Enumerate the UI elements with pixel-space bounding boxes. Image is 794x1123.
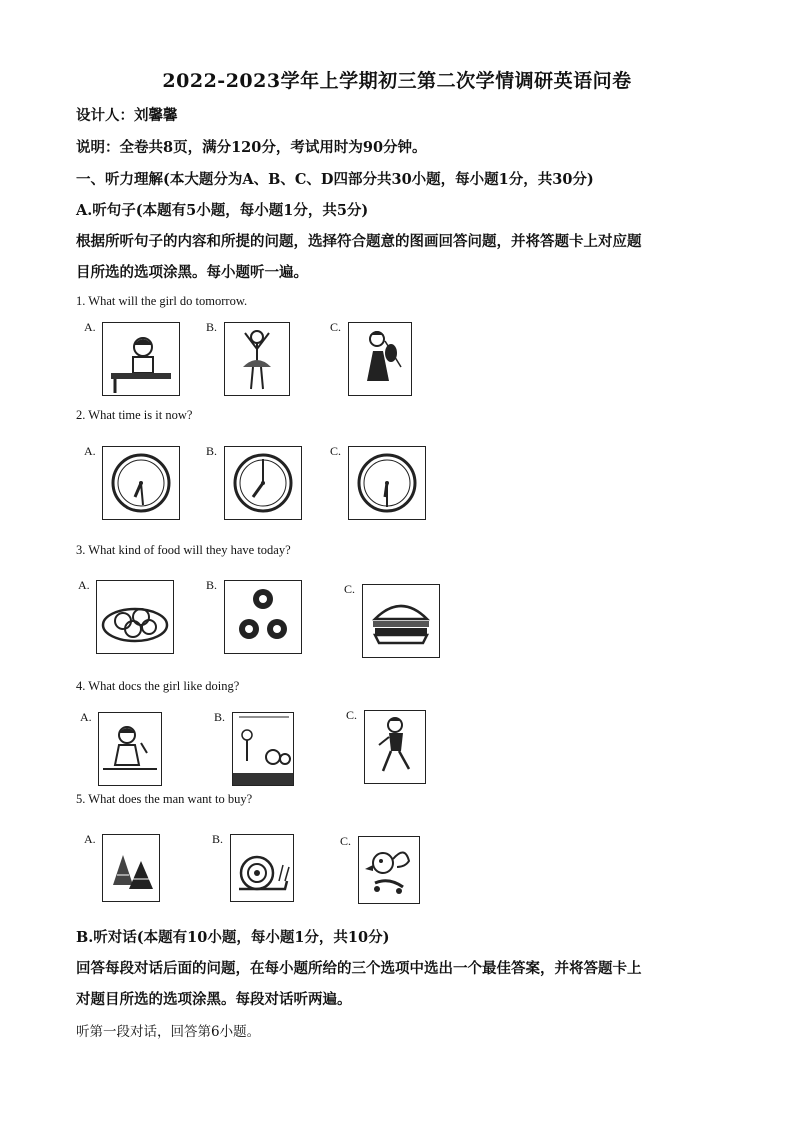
designer-line: 设计人：刘馨馨 [76, 107, 178, 124]
q3-option-c: C. [344, 582, 454, 660]
sushi-icon [224, 580, 302, 654]
question-1: 1. What will the girl do tomorrow. [76, 294, 248, 308]
question-5: 5. What does the man want to buy? [76, 792, 253, 806]
partB-instruction-1: 回答每段对话后面的问题，在每小题所给的三个选项中选出一个最佳答案，并将答题卡上 [76, 960, 642, 977]
q3-option-a: A. [78, 578, 188, 656]
girl-running-icon [364, 710, 426, 784]
exam-note: 说明：全卷共8页，满分120分，考试用时为90分钟。 [76, 139, 427, 156]
partA-instruction-2: 目所选的选项涂黑。每小题听一遍。 [76, 264, 308, 281]
hamburger-icon [362, 584, 440, 658]
partB-instruction-2: 对题目所选的选项涂黑。每段对话听两遍。 [76, 991, 352, 1008]
q1-option-a: A. [84, 320, 194, 398]
question-4: 4. What docs the girl like doing? [76, 679, 240, 693]
dumplings-icon [96, 580, 174, 654]
q2-option-c: C. [330, 444, 440, 522]
girl-at-desk-icon [102, 322, 180, 396]
girl-drawing-icon [98, 712, 162, 786]
q4-option-c: C. [346, 708, 456, 786]
q5-option-c: C. [340, 834, 450, 912]
ballet-dancer-icon [224, 322, 290, 396]
question-2: 2. What time is it now? [76, 408, 193, 422]
clock-icon [102, 446, 180, 520]
partA-heading: A.听句子(本题有5小题，每小题1分，共5分) [76, 202, 369, 219]
partB-heading: B.听对话(本题有10小题，每小题1分，共10分) [76, 929, 390, 946]
q5-option-a: A. [84, 832, 194, 910]
shells-icon [102, 834, 160, 902]
page-title: 2022-2023学年上学期初三第二次学情调研英语问卷 [162, 70, 632, 92]
clock-icon [348, 446, 426, 520]
q5-option-b: B. [212, 832, 322, 910]
band-playing-icon [232, 712, 294, 786]
girl-violin-icon [348, 322, 412, 396]
q3-option-b: B. [206, 578, 316, 656]
q2-option-b: B. [206, 444, 316, 522]
partB-sub-note: 听第一段对话，回答第6小题。 [76, 1024, 261, 1040]
q4-option-b: B. [214, 710, 324, 788]
clock-icon [224, 446, 302, 520]
q1-option-c: C. [330, 320, 440, 398]
q2-option-a: A. [84, 444, 194, 522]
section1-heading: 一、听力理解(本大题分为A、B、C、D四部分共30小题，每小题1分，共30分) [76, 171, 594, 188]
q4-option-a: A. [80, 710, 190, 788]
snail-icon [230, 834, 294, 902]
bird-toy-icon [358, 836, 420, 904]
question-3: 3. What kind of food will they have today? [76, 543, 291, 557]
partA-instruction-1: 根据所听句子的内容和所提的问题，选择符合题意的图画回答问题，并将答题卡上对应题 [76, 233, 642, 250]
q1-option-b: B. [206, 320, 316, 398]
